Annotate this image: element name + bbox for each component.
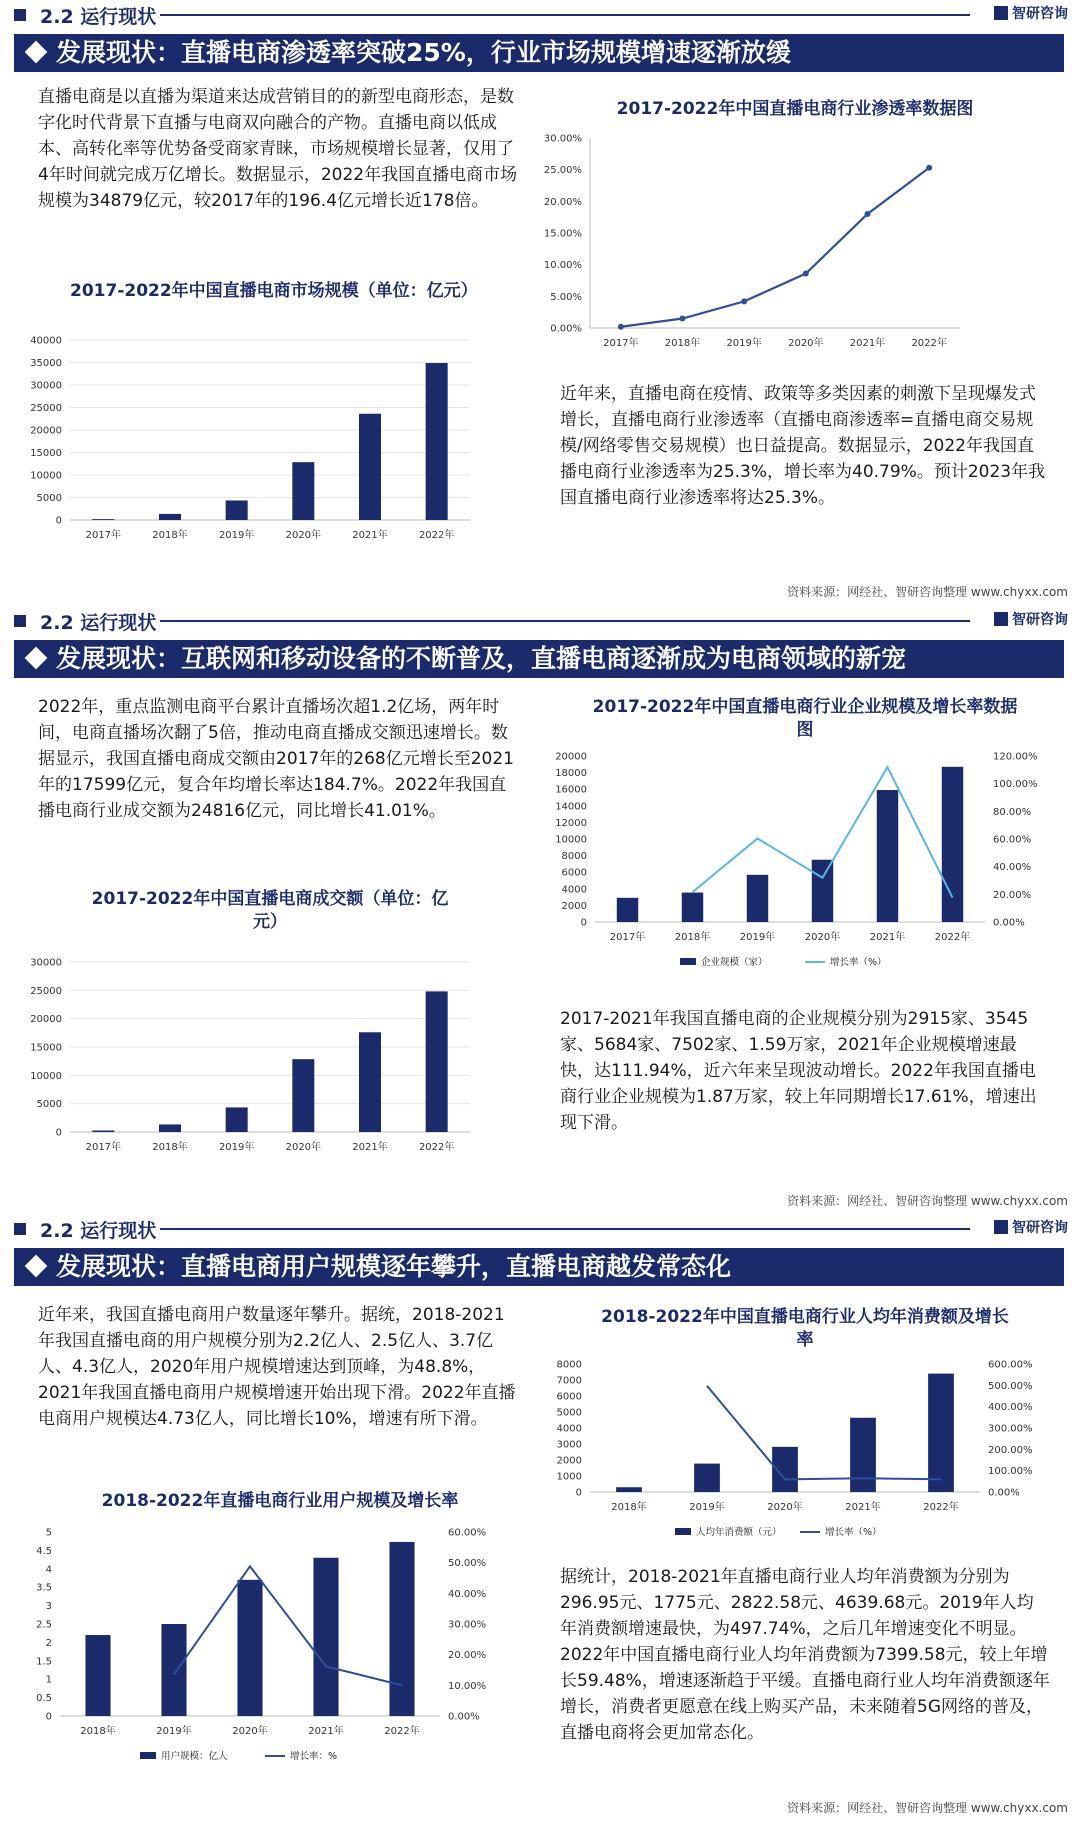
y-tick-label: 20.00%	[543, 196, 582, 208]
chart-title-enterprise: 2017-2022年中国直播电商行业企业规模及增长率数据图	[592, 697, 1018, 740]
chart-enterprise	[540, 746, 1060, 986]
y-tick-label: 15.00%	[543, 228, 582, 240]
y-tick-label: 1	[45, 1674, 52, 1686]
banner-title: 发展现状：直播电商渗透率突破25%，行业市场规模增速逐渐放缓	[56, 38, 791, 67]
x-tick-label: 2018年	[80, 1726, 116, 1737]
x-tick-label: 2020年	[285, 530, 322, 541]
y-tick-label: 8000	[556, 1359, 582, 1371]
section-marker-icon	[14, 9, 26, 21]
chart-title-users: 2018-2022年直播电商行业用户规模及增长率	[101, 1491, 459, 1511]
y2-tick-label: 0.00%	[988, 1487, 1020, 1499]
x-tick-label: 2020年	[767, 1502, 803, 1513]
data-point	[618, 324, 624, 330]
chart-title-spend: 2018-2022年中国直播电商行业人均年消费额及增长率	[601, 1307, 1009, 1350]
x-tick-label: 2022年	[934, 932, 971, 943]
paragraph-users: 近年来，我国直播电商用户数量逐年攀升。据统，2018-2021年我国直播电商的用户规模分别为2.2亿人、2.5亿人、3.7亿人、4.3亿人，2020年用户规模增速达到顶峰，为48.8%，2021年我国直播电商用户规模增速开始出现下滑。2022年直播电商用户规模达4.73亿人，同比增长10%，增速有所下滑。	[38, 1305, 516, 1429]
x-tick-label: 2021年	[308, 1726, 344, 1737]
x-tick-label: 2018年	[152, 530, 188, 541]
y2-tick-label: 60.00%	[993, 834, 1032, 846]
series-line	[621, 168, 929, 327]
x-tick-label: 2019年	[726, 338, 762, 349]
y-tick-label: 25000	[30, 985, 62, 997]
x-tick-label: 2021年	[845, 1502, 881, 1513]
bar	[92, 1130, 114, 1132]
bar	[426, 991, 448, 1132]
bar	[359, 1032, 381, 1132]
y-tick-label: 4000	[561, 884, 587, 896]
y-tick-label: 1000	[556, 1471, 582, 1483]
y2-tick-label: 20.00%	[448, 1650, 487, 1662]
y-tick-label: 20000	[30, 425, 62, 437]
y-tick-label: 30000	[30, 957, 62, 969]
x-tick-label: 2022年	[418, 530, 455, 541]
y-tick-label: 2.5	[36, 1619, 52, 1631]
banner-title: 发展现状：互联网和移动设备的不断普及，直播电商逐渐成为电商领域的新宠	[56, 644, 907, 673]
data-point	[803, 271, 809, 277]
y-tick-label: 4000	[556, 1423, 582, 1435]
chart-title-gmv: 2017-2022年中国直播电商成交额（单位：亿元）	[91, 889, 449, 932]
y2-tick-label: 50.00%	[448, 1558, 487, 1570]
growth-line	[174, 1566, 402, 1685]
y-tick-label: 5000	[36, 1099, 62, 1111]
y-tick-label: 30000	[30, 380, 62, 392]
brand-mark-icon	[994, 6, 1008, 20]
chart-spend	[540, 1354, 1060, 1574]
paragraph-penetration: 近年来，直播电商在疫情、政策等多类因素的刺激下呈现爆发式增长，直播电商行业渗透率（直播电商渗透率=直播电商交易规模/网络零售交易规模）也日益提高。数据显示，2022年我国直播电商行业渗透率为25.3%，增长率为40.79%。预计2023年我国直播电商行业渗透率将达25.3%。	[560, 384, 1046, 508]
bar	[426, 363, 448, 520]
y-tick-label: 5.00%	[550, 291, 582, 303]
growth-line	[707, 1386, 941, 1480]
chart-penetration	[540, 126, 1050, 366]
paragraph-intro: 直播电商是以直播为渠道来达成营销目的的新型电商形态，是数字化时代背景下直播与电商双向融合的产物。直播电商以低成本、高转化率等优势备受商家青睐，市场规模增长显著，仅用了4年时间就完成万亿增长。数据显示，2022年我国直播电商市场规模为34879亿元，较2017年的196.4亿元增长近178倍。	[38, 87, 518, 211]
y2-tick-label: 10.00%	[448, 1680, 487, 1692]
header-rule	[160, 14, 970, 16]
y-tick-label: 7000	[556, 1375, 582, 1387]
legend-line-label: 增长率（%）	[825, 1527, 882, 1538]
y-tick-label: 0	[55, 1127, 62, 1139]
y-tick-label: 4.5	[36, 1545, 52, 1557]
legend-bar-label: 用户规模：亿人	[161, 1751, 228, 1760]
source-note: 资料来源：网经社、智研咨询整理 www.chyxx.com	[787, 1801, 1068, 1815]
bar	[237, 1580, 262, 1716]
bar	[159, 1124, 181, 1132]
x-tick-label: 2017年	[603, 338, 639, 349]
y-tick-label: 20000	[30, 1014, 62, 1026]
y-tick-label: 10000	[30, 1070, 62, 1082]
y-tick-label: 40000	[30, 335, 62, 347]
y-tick-label: 2000	[556, 1455, 582, 1467]
x-tick-label: 2021年	[352, 1142, 388, 1153]
x-tick-label: 2017年	[85, 530, 122, 541]
brand-mark-icon	[994, 1220, 1008, 1234]
section-marker-icon	[14, 1223, 26, 1235]
x-tick-label: 2020年	[285, 1142, 322, 1153]
data-point	[926, 165, 932, 171]
x-tick-label: 2020年	[788, 338, 824, 349]
y2-tick-label: 40.00%	[448, 1588, 487, 1600]
growth-line	[693, 767, 953, 897]
bar	[877, 790, 898, 922]
y2-tick-label: 100.00%	[993, 779, 1038, 791]
x-tick-label: 2017年	[609, 932, 646, 943]
bar	[812, 860, 833, 922]
chart-title-penetration: 2017-2022年中国直播电商行业渗透率数据图	[616, 99, 974, 119]
x-tick-label: 2021年	[869, 932, 906, 943]
y-tick-label: 35000	[30, 358, 62, 369]
y2-tick-label: 200.00%	[988, 1444, 1033, 1456]
y-tick-label: 3000	[556, 1439, 582, 1451]
bar	[226, 1107, 248, 1132]
y-tick-label: 0	[45, 1711, 52, 1723]
bar	[942, 767, 963, 922]
y-tick-label: 3.5	[36, 1582, 52, 1594]
y-tick-label: 8000	[561, 851, 587, 863]
legend-bar-swatch	[680, 958, 696, 965]
bar	[161, 1624, 186, 1716]
legend-bar-swatch	[675, 1528, 691, 1535]
x-tick-label: 2019年	[739, 932, 776, 943]
y-tick-label: 0	[575, 1487, 582, 1499]
x-tick-label: 2018年	[152, 1142, 188, 1153]
section-2	[0, 606, 1080, 1214]
brand-logo: 智研咨询	[994, 3, 1068, 23]
y-tick-label: 0.00%	[550, 323, 582, 335]
x-tick-label: 2020年	[804, 932, 841, 943]
bar	[313, 1558, 338, 1716]
y-tick-label: 16000	[555, 784, 587, 796]
diamond-icon	[25, 647, 48, 670]
bar	[747, 875, 768, 922]
y2-tick-label: 30.00%	[448, 1619, 487, 1631]
bar	[617, 898, 638, 922]
x-tick-label: 2020年	[232, 1726, 268, 1737]
legend-bar-swatch	[140, 1752, 156, 1759]
y2-tick-label: 100.00%	[988, 1466, 1033, 1478]
diamond-icon	[25, 41, 48, 64]
y-tick-label: 18000	[555, 768, 587, 780]
x-tick-label: 2022年	[923, 1502, 959, 1513]
section-label: 2.2 运行现状	[40, 612, 157, 634]
y-tick-label: 12000	[555, 817, 587, 829]
bar	[928, 1374, 954, 1492]
y-tick-label: 10.00%	[543, 260, 582, 272]
section-label: 2.2 运行现状	[40, 1220, 157, 1242]
y-tick-label: 15000	[30, 1042, 62, 1054]
y-tick-label: 10000	[30, 470, 62, 482]
bar	[292, 1059, 314, 1132]
y2-tick-label: 600.00%	[988, 1359, 1033, 1371]
data-point	[865, 211, 871, 217]
bar	[694, 1464, 720, 1492]
y2-tick-label: 120.00%	[993, 751, 1038, 763]
y-tick-label: 14000	[555, 801, 587, 813]
paragraph-enterprise: 2017-2021年我国直播电商的企业规模分别为2915家、3545家、5684家、7502家、1.59万家，2021年企业规模增速最快，达111.94%，近六年来呈现波动增长。2022年我国直播电商行业企业规模为1.87万家，较上年同期增长17.61%，增速出现下滑。	[560, 1009, 1037, 1133]
brand-mark-icon	[994, 612, 1008, 626]
y-tick-label: 1.5	[36, 1656, 52, 1668]
bar	[850, 1418, 876, 1492]
y-tick-label: 0	[580, 917, 587, 929]
y-tick-label: 3	[45, 1601, 52, 1613]
x-tick-label: 2018年	[674, 932, 711, 943]
bar	[616, 1487, 642, 1492]
x-tick-label: 2021年	[352, 530, 388, 541]
x-tick-label: 2019年	[218, 1142, 255, 1153]
banner	[14, 34, 1064, 72]
y-tick-label: 25.00%	[543, 165, 582, 177]
chart-users	[20, 1520, 530, 1760]
bar	[389, 1542, 414, 1716]
y-tick-label: 4	[45, 1564, 52, 1576]
y-tick-label: 2000	[561, 900, 587, 912]
y2-tick-label: 300.00%	[988, 1423, 1033, 1435]
y-tick-label: 6000	[561, 867, 587, 879]
bar	[359, 414, 381, 520]
data-point	[741, 298, 747, 304]
banner	[14, 640, 1064, 678]
diamond-icon	[25, 1255, 48, 1278]
chart-market-size	[20, 330, 520, 550]
section-header	[0, 1214, 1080, 1244]
legend-bar-label: 企业规模（家）	[701, 957, 768, 968]
chart-gmv	[20, 952, 520, 1172]
brand-logo: 智研咨询	[994, 609, 1068, 629]
y-tick-label: 15000	[30, 448, 62, 459]
brand-logo: 智研咨询	[994, 1217, 1068, 1237]
paragraph-spend: 据统计，2018-2021年直播电商行业人均年消费额为分别为296.95元、1775元、2822.58元、4639.68元。2019年人均年消费额增速最快，为497.74%，之后几年增速变化不明显。2022年中国直播电商行业人均年消费额为7399.58元，较上年增长59.48%，增速逐渐趋于平缓。直播电商行业人均年消费额逐年增长，消费者更愿意在线上购买产品，未来随着5G网络的普及，直播电商将会更加常态化。	[560, 1567, 1050, 1743]
x-tick-label: 2022年	[384, 1726, 420, 1737]
section-marker-icon	[14, 615, 26, 627]
bar	[159, 514, 181, 520]
x-tick-label: 2019年	[218, 530, 255, 541]
source-note: 资料来源：网经社、智研咨询整理 www.chyxx.com	[787, 585, 1068, 599]
y-tick-label: 0.5	[36, 1693, 52, 1705]
y-tick-label: 30.00%	[543, 133, 582, 145]
x-tick-label: 2022年	[418, 1142, 455, 1153]
y-tick-label: 20000	[555, 751, 587, 763]
bar	[292, 462, 314, 520]
y2-tick-label: 60.00%	[448, 1527, 487, 1539]
y2-tick-label: 0.00%	[993, 917, 1025, 929]
header-rule	[160, 1228, 970, 1230]
y-tick-label: 5	[45, 1527, 52, 1539]
y2-tick-label: 0.00%	[448, 1711, 480, 1723]
y-tick-label: 25000	[30, 403, 62, 414]
bar	[682, 893, 703, 922]
y-tick-label: 10000	[555, 834, 587, 846]
data-point	[680, 316, 686, 322]
x-tick-label: 2019年	[689, 1502, 725, 1513]
source-note: 资料来源：网经社、智研咨询整理 www.chyxx.com	[787, 1194, 1068, 1208]
section-1	[0, 0, 1080, 606]
section-header	[0, 0, 1080, 30]
section-label: 2.2 运行现状	[40, 6, 157, 28]
bar	[92, 519, 114, 520]
y2-tick-label: 80.00%	[993, 806, 1032, 818]
x-tick-label: 2018年	[611, 1502, 647, 1513]
bar	[226, 500, 248, 520]
y2-tick-label: 40.00%	[993, 862, 1032, 874]
y-tick-label: 6000	[556, 1391, 582, 1403]
legend-line-label: 增长率（%）	[830, 957, 887, 968]
section-3	[0, 1214, 1080, 1821]
x-tick-label: 2017年	[85, 1142, 122, 1153]
banner-title: 发展现状：直播电商用户规模逐年攀升，直播电商越发常态化	[56, 1252, 732, 1281]
y2-tick-label: 20.00%	[993, 889, 1032, 901]
chart-title-market-size: 2017-2022年中国直播电商市场规模（单位：亿元）	[70, 281, 478, 301]
x-tick-label: 2019年	[156, 1726, 192, 1737]
legend-bar-label: 人均年消费额（元）	[696, 1527, 782, 1538]
header-rule	[160, 620, 970, 622]
y-tick-label: 5000	[36, 493, 62, 504]
paragraph-gmv: 2022年，重点监测电商平台累计直播场次超1.2亿场，两年时间，电商直播场次翻了5倍，推动电商直播成交额迅速增长。数据显示，我国直播电商成交额由2017年的268亿元增长至2021年的17599亿元，复合年均增长率达184.7%。2022年我国直播电商行业成交额为24816亿元，同比增长41.01%。	[38, 697, 514, 821]
legend-line-label: 增长率：%	[290, 1751, 338, 1760]
x-tick-label: 2022年	[911, 338, 947, 349]
x-tick-label: 2018年	[664, 338, 701, 349]
banner	[14, 1248, 1064, 1286]
x-tick-label: 2021年	[849, 338, 886, 349]
y-tick-label: 2	[45, 1637, 52, 1649]
y-tick-label: 5000	[556, 1407, 582, 1419]
section-header	[0, 606, 1080, 636]
y-tick-label: 0	[55, 515, 62, 527]
y2-tick-label: 400.00%	[988, 1402, 1033, 1414]
bar	[85, 1635, 110, 1716]
y2-tick-label: 500.00%	[988, 1380, 1033, 1392]
